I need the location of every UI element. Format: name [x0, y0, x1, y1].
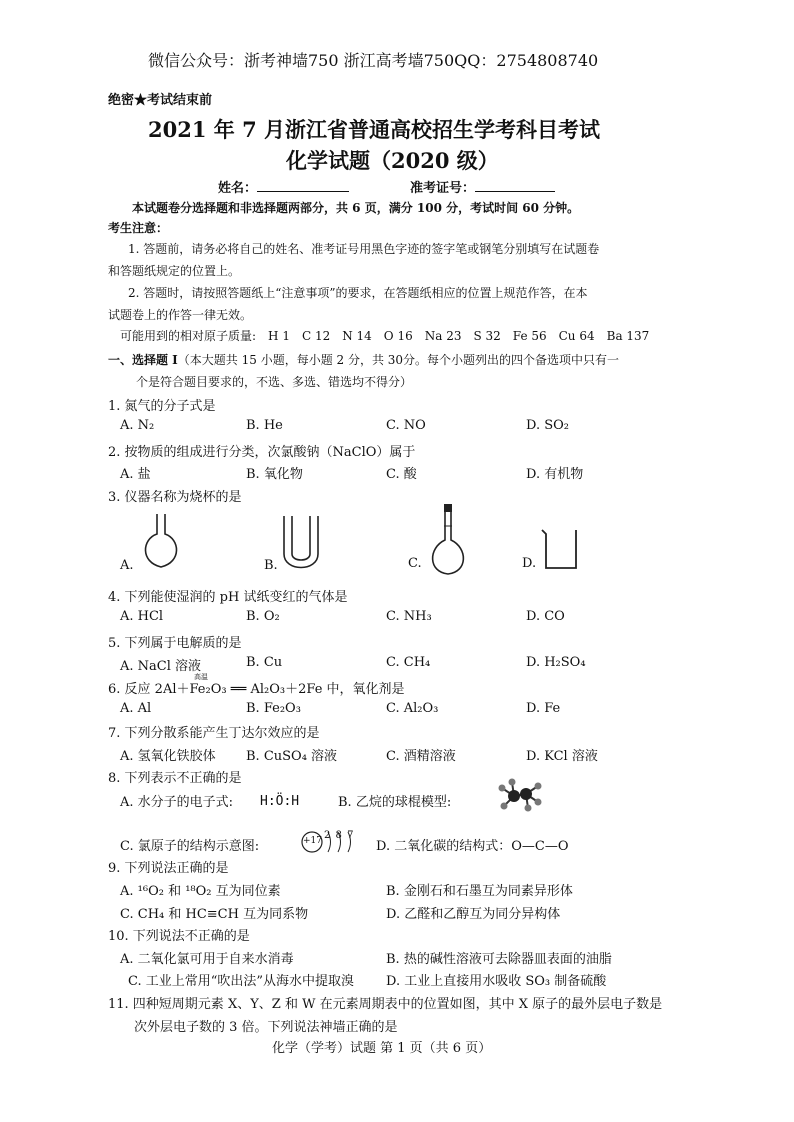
page-footer: 化学（学考）试题 第 1 页（共 6 页） — [272, 1041, 492, 1056]
notice-item1-line2: 和答题纸规定的位置上。 — [108, 264, 241, 278]
q4-option-d: D. CO — [526, 609, 565, 624]
notice-item2-line2: 试题卷上的作答一律无效。 — [108, 308, 253, 322]
name-label: 姓名： — [218, 181, 258, 196]
q8-option-c: C. 氯原子的结构示意图: — [120, 839, 260, 854]
q7-option-a: A. 氢氧化铁胶体 — [120, 749, 216, 764]
section1-desc-line2: 个是符合题目要求的，不选、多选、错选均不得分） — [136, 375, 413, 389]
name-field — [218, 177, 349, 196]
q5-option-a: A. NaCl 溶液 — [120, 659, 202, 674]
q1-stem: 1. 氮气的分子式是 — [108, 399, 216, 414]
q10-stem: 10. 下列说法不正确的是 — [108, 929, 250, 944]
q4-stem: 4. 下列能使湿润的 pH 试纸变红的气体是 — [108, 590, 348, 605]
q3-stem: 3. 仪器名称为烧杯的是 — [108, 490, 242, 505]
q8-water-formula: H:Ö:H — [260, 794, 300, 809]
q1-option-b: B. He — [246, 418, 283, 433]
q7-option-d: D. KCl 溶液 — [526, 749, 598, 764]
atom-shell-electrons: 2 8 7 — [324, 830, 355, 841]
q8-option-d: D. 二氧化碳的结构式：O—C—O — [376, 839, 569, 854]
q6-option-d: D. Fe — [526, 701, 561, 716]
q6-option-c: C. Al₂O₃ — [386, 701, 439, 716]
exam-intro: 本试题卷分选择题和非选择题两部分，共 6 页，满分 100 分，考试时间 60 分钟。 — [132, 201, 580, 215]
q2-option-a: A. 盐 — [120, 467, 151, 482]
q9-option-d: D. 乙醛和乙醇互为同分异构体 — [386, 907, 561, 922]
atom-nucleus-label: +17 — [303, 836, 322, 846]
q5-stem: 5. 下列属于电解质的是 — [108, 636, 242, 651]
secret-mark: 绝密★考试结束前 — [108, 93, 213, 108]
q2-option-d: D. 有机物 — [526, 467, 584, 482]
id-blank — [475, 177, 555, 192]
q6-option-b: B. Fe₂O₃ — [246, 701, 301, 716]
q2-option-b: B. 氧化物 — [246, 467, 303, 482]
q1-option-c: C. NO — [386, 418, 426, 433]
q4-option-b: B. O₂ — [246, 609, 280, 624]
q1-option-a: A. N₂ — [120, 418, 155, 433]
q2-stem: 2. 按物质的组成进行分类，次氯酸钠（NaClO）属于 — [108, 445, 416, 460]
exam-subtitle: 化学试题（2020 级） — [286, 148, 499, 173]
q5-option-c: C. CH₄ — [386, 655, 431, 670]
q7-stem: 7. 下列分散系能产生丁达尔效应的是 — [108, 726, 320, 741]
q9-stem: 9. 下列说法正确的是 — [108, 861, 229, 876]
q10-option-c: C. 工业上常用“吹出法”从海水中提取溴 — [128, 974, 355, 989]
chlorine-atom-structure-icon — [300, 827, 362, 857]
notice-item1-line1: 1. 答题前，请务必将自己的姓名、准考证号用黑色字迹的签字笔或钢笔分别填写在试题卷 — [128, 242, 600, 256]
section1-header — [108, 351, 619, 368]
q7-option-c: C. 酒精溶液 — [386, 749, 456, 764]
section1-heading: 一、选择题 I — [108, 353, 178, 367]
id-label: 准考证号： — [410, 181, 476, 196]
q4-option-a: A. HCl — [120, 609, 164, 624]
q7-option-b: B. CuSO₄ 溶液 — [246, 749, 338, 764]
exam-title: 2021 年 7 月浙江省普通高校招生学考科目考试 — [148, 117, 600, 142]
section1-desc: （本大题共 15 小题，每小题 2 分，共 30分。每个小题列出的四个备选项中只有一 — [177, 353, 620, 367]
name-blank — [257, 177, 349, 192]
q11-line2: 次外层电子数的 3 倍。下列说法神墙正确的是 — [134, 1020, 398, 1035]
q3-option-b: B. — [264, 558, 278, 573]
q11-line1: 11. 四种短周期元素 X、Y、Z 和 W 在元素周期表中的位置如图，其中 X 原子的最外层电子数是 — [108, 997, 663, 1012]
q3-option-a: A. — [120, 558, 134, 573]
q1-option-d: D. SO₂ — [526, 418, 569, 433]
q6-stem: 6. 反应 2Al＋Fe₂O₃ ══ Al₂O₃＋2Fe 中，氧化剂是 — [108, 682, 405, 697]
notice-item2-line1: 2. 答题时，请按照答题纸上“注意事项”的要求，在答题纸相应的位置上规范作答，在本 — [128, 286, 588, 300]
id-field — [410, 177, 555, 196]
q5-option-b: B. Cu — [246, 655, 283, 670]
q3-option-d: D. — [522, 556, 537, 571]
ethane-ball-stick-model-icon — [494, 776, 546, 816]
q10-option-a: A. 二氧化氯可用于自来水消毒 — [120, 952, 294, 967]
notice-heading: 考生注意： — [108, 221, 169, 235]
q9-option-b: B. 金刚石和石墨互为同素异形体 — [386, 884, 573, 899]
q4-option-c: C. NH₃ — [386, 609, 432, 624]
q10-option-b: B. 热的碱性溶液可去除器皿表面的油脂 — [386, 952, 612, 967]
round-bottom-flask-icon — [136, 512, 186, 572]
q3-option-c: C. — [408, 556, 422, 571]
atomic-masses: 可能用到的相对原子质量: H 1 C 12 N 14 O 16 Na 23 S 32 Fe 56 Cu 64 Ba 137 — [120, 329, 650, 343]
q9-option-c: C. CH₄ 和 HC≡CH 互为同系物 — [120, 907, 309, 922]
q2-option-c: C. 酸 — [386, 467, 417, 482]
q8-option-b: B. 乙烷的球棍模型: — [338, 795, 452, 810]
u-tube-icon — [278, 512, 324, 574]
q6-option-a: A. Al — [120, 701, 152, 716]
q8-option-a: A. 水分子的电子式: — [120, 795, 234, 810]
q10-option-d: D. 工业上直接用水吸收 SO₃ 制备硫酸 — [386, 974, 607, 989]
beaker-icon — [538, 526, 582, 572]
volumetric-flask-icon — [424, 502, 472, 578]
q5-option-d: D. H₂SO₄ — [526, 655, 586, 670]
q9-option-a: A. ¹⁶O₂ 和 ¹⁸O₂ 互为同位素 — [120, 884, 281, 899]
q6-condition: 高温 — [194, 673, 208, 681]
q8-stem: 8. 下列表示不正确的是 — [108, 771, 242, 786]
header-watermark: 微信公众号：浙考神墙750 浙江高考墙750QQ：2754808740 — [148, 51, 599, 70]
